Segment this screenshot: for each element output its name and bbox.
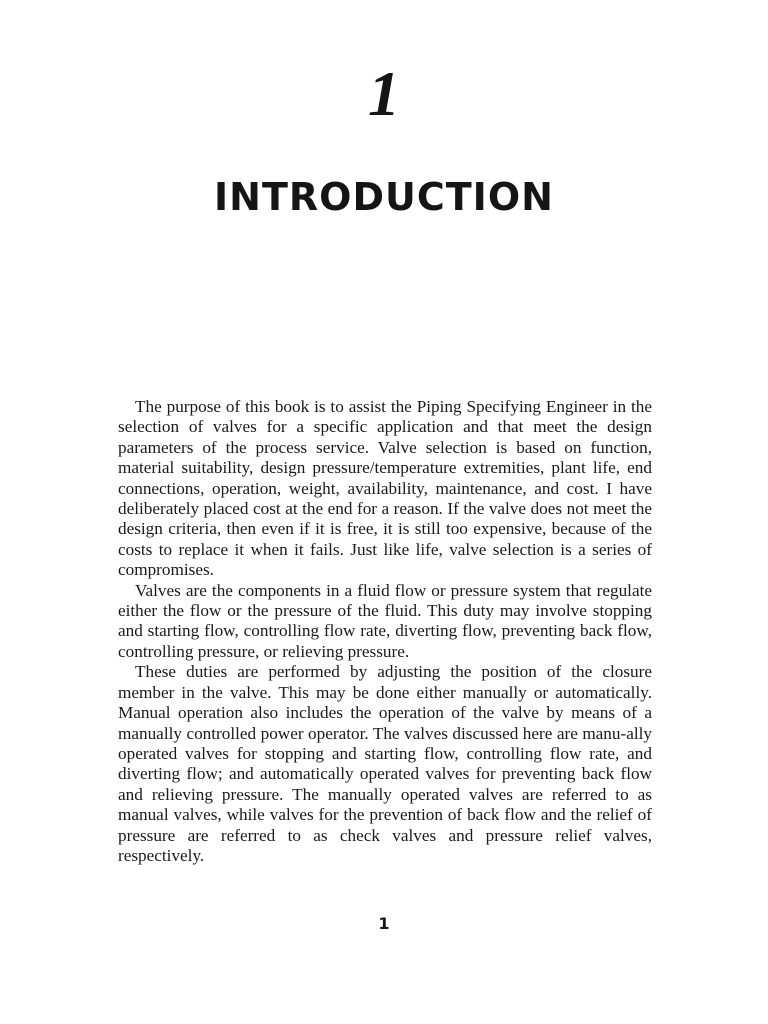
page-number: 1 — [378, 914, 390, 933]
paragraph: Valves are the components in a fluid flow or pressure system that regulate either the flow or the pressure of the fluid. This duty may involve stopping and starting flow, controlling flow rate, diverting flow, preventing back flow, controlling pressure, or relieving pressure. — [118, 580, 652, 661]
chapter-title: INTRODUCTION — [214, 175, 554, 219]
chapter-body — [118, 397, 652, 866]
paragraph: The purpose of this book is to assist the Piping Specifying Engineer in the selection of valves for a specific application and that meet the design parameters of the process service. Valve selection is based on function, material suitability, design pressure/temperature extremities, plant life, end connections, operation, weight, availability, maintenance, and cost. I have deliberately placed cost at the end for a reason. If the valve does not meet the design criteria, then even if it is free, it is still too expensive, because of the costs to replace it when it fails. Just like life, valve selection is a series of compromises. — [118, 397, 652, 580]
chapter-number: 1 — [368, 58, 400, 129]
paragraph: These duties are performed by adjusting the position of the closure member in the valve. This may be done either manually or automatically. Manual operation also includes the operation of the valve by means of a manually controlled power operator. The valves discussed here are manu-ally operated valves for stopping and starting flow, controlling flow rate, and diverting flow; and automatically operated valves for preventing back flow and relieving pressure. The manually operated valves are referred to as manual valves, while valves for the prevention of back flow and the relief of pressure are referred to as check valves and pressure relief valves, respectively. — [118, 662, 652, 865]
